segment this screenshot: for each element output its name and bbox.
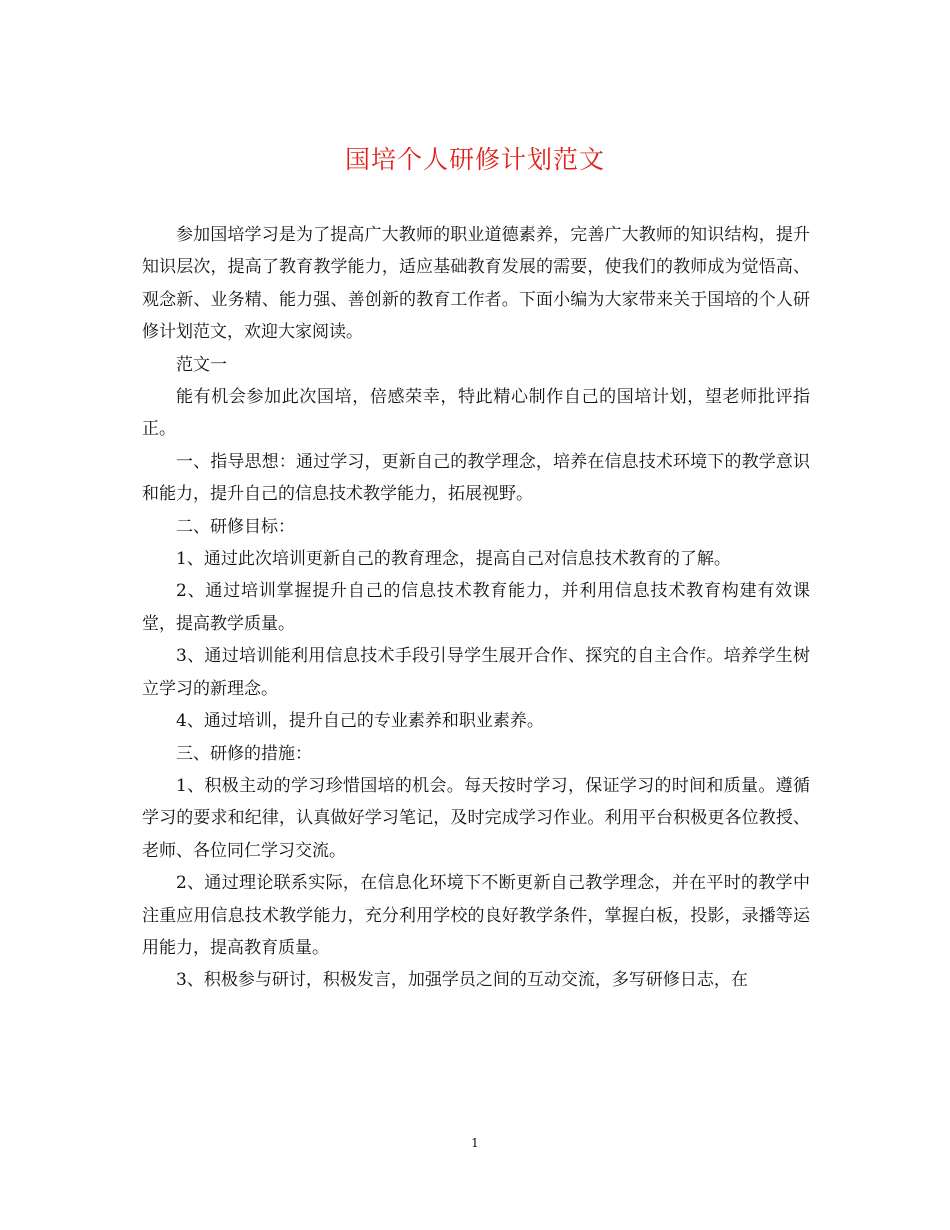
paragraph-opening: 能有机会参加此次国培，倍感荣幸，特此精心制作自己的国培计划，望老师批评指正。: [142, 387, 810, 440]
page-number: 1: [471, 1136, 479, 1150]
paragraph-measure-2: 2、通过理论联系实际，在信息化环境下不断更新自己教学理念，并在平时的教学中注重应用信息技术教学能力，充分利用学校的良好教学条件，掌握白板，投影，录播等运用能力，提高教育质量。: [142, 873, 810, 958]
paragraph-measures-heading: 三、研修的措施：: [176, 743, 312, 764]
paragraph-goal-4: 4、通过培训，提升自己的专业素养和职业素养。: [176, 711, 544, 732]
paragraph-goal-2: 2、通过培训掌握提升自己的信息技术教育能力，并利用信息技术教育构建有效课堂，提高教学质量。: [142, 581, 810, 634]
paragraph-guiding-idea: 一、指导思想：通过学习，更新自己的教学理念，培养在信息技术环境下的教学意识和能力，提升自己的信息技术教学能力，拓展视野。: [142, 451, 810, 505]
document-body: [142, 219, 810, 997]
paragraph-goals-heading: 二、研修目标：: [176, 516, 295, 537]
document-title: 国培个人研修计划范文: [344, 145, 605, 174]
paragraph-measure-1: 1、积极主动的学习珍惜国培的机会。每天按时学习，保证学习的时间和质量。遵循学习的要求和纪律，认真做好学习笔记，及时完成学习作业。利用平台积极更各位教授、老师、各位同仁学习交流。: [142, 775, 810, 861]
paragraph-goal-3: 3、通过培训能利用信息技术手段引导学生展开合作、探究的自主合作。培养学生树立学习的新理念。: [142, 646, 810, 699]
paragraph-intro: 参加国培学习是为了提高广大教师的职业道德素养，完善广大教师的知识结构，提升知识层次，提高了教育教学能力，适应基础教育发展的需要，使我们的教师成为觉悟高、观念新、业务精、能力强、善创新的教育工作者。下面小编为大家带来关于国培的个人研修计划范文，欢迎大家阅读。: [142, 225, 810, 343]
paragraph-sample-heading: 范文一: [176, 354, 227, 375]
paragraph-goal-1: 1、通过此次培训更新自己的教育理念，提高自己对信息技术教育的了解。: [176, 549, 731, 570]
paragraph-measure-3: 3、积极参与研讨，积极发言，加强学员之间的互动交流，多写研修日志，在: [176, 970, 748, 991]
